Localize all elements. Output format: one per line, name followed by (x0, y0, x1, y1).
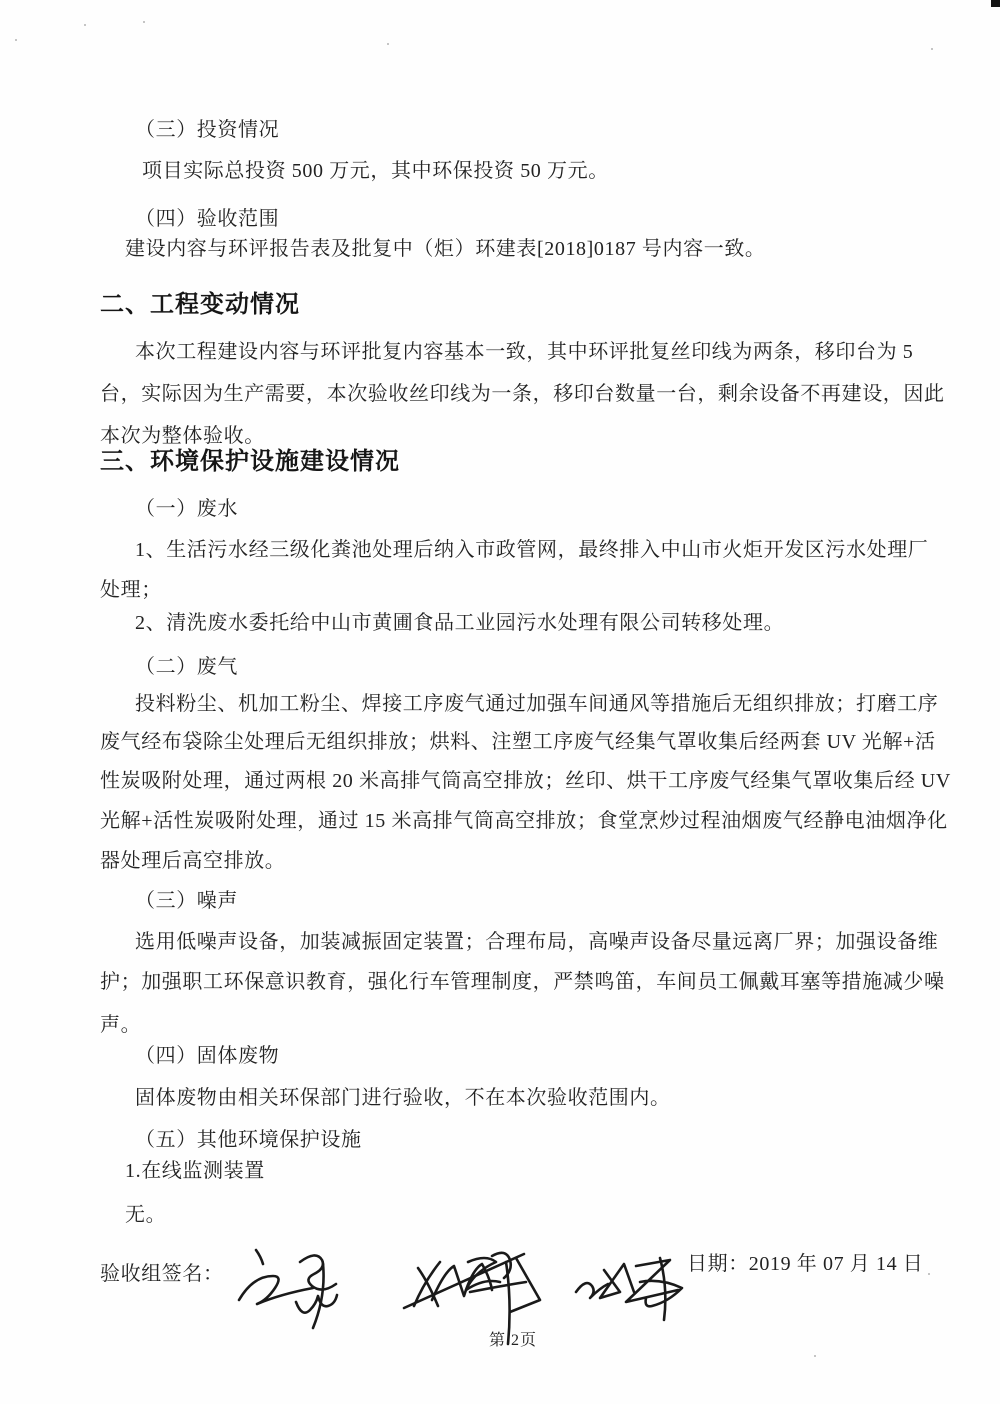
wastewater-line: 1、生活污水经三级化粪池处理后纳入市政管网，最终排入中山市火炬开发区污水处理厂 (135, 539, 929, 561)
date-label: 日期：2019 年 07 月 14 日 (687, 1253, 924, 1275)
scan-speck (143, 21, 145, 23)
section2-heading: 二、工程变动情况 (100, 291, 300, 318)
scan-corner-artifact (991, 0, 1000, 7)
section3-heading: 三、环境保护设施建设情况 (100, 448, 400, 475)
wastewater-line: 2、清洗废水委托给中山市黄圃食品工业园污水处理有限公司转移处理。 (135, 612, 785, 634)
scan-speck (931, 48, 933, 50)
section2-line: 本次为整体验收。 (100, 425, 265, 447)
online-monitoring-item: 1.在线监测装置 (125, 1160, 265, 1182)
noise-line: 声。 (100, 1014, 142, 1036)
gas-heading: （二）废气 (135, 656, 238, 678)
gas-line: 光解+活性炭吸附处理，通过 15 米高排气筒高空排放；食堂烹炒过程油烟废气经静电油烟净化 (100, 810, 948, 832)
scan-speck (387, 43, 389, 45)
noise-line: 护；加强职工环保意识教育，强化行车管理制度，严禁鸣笛，车间员工佩戴耳塞等措施减少噪 (100, 971, 945, 993)
noise-line: 选用低噪声设备，加装减振固定装置；合理布局，高噪声设备尽量远离厂界；加强设备维 (135, 931, 939, 953)
scope-body-line: 建设内容与环评报告表及批复中（炬）环建表[2018]0187 号内容一致。 (125, 238, 766, 260)
wastewater-heading: （一）废水 (135, 498, 238, 520)
scan-speck (15, 39, 17, 41)
investment-section-heading: （三）投资情况 (135, 119, 280, 141)
signature-3 (576, 1258, 682, 1320)
scope-section-heading: （四）验收范围 (135, 208, 280, 230)
online-monitoring-value: 无。 (125, 1204, 167, 1226)
section2-line: 本次工程建设内容与环评批复内容基本一致，其中环评批复丝印线为两条，移印台为 5 (135, 341, 914, 363)
solid-waste-heading: （四）固体废物 (135, 1045, 280, 1067)
scan-speck (814, 1355, 816, 1357)
investment-body-line: 项目实际总投资 500 万元，其中环保投资 50 万元。 (142, 160, 609, 182)
page-number: 第 2页 (489, 1332, 538, 1349)
noise-heading: （三）噪声 (135, 890, 238, 912)
gas-line: 投料粉尘、机加工粉尘、焊接工序废气通过加强车间通风等措施后无组织排放；打磨工序 (135, 693, 939, 715)
scan-speck (928, 1273, 930, 1275)
solid-waste-line: 固体废物由相关环保部门进行验收，不在本次验收范围内。 (135, 1087, 671, 1109)
wastewater-line: 处理； (100, 579, 162, 601)
scan-speck (84, 24, 86, 26)
signature-1 (239, 1250, 337, 1328)
section2-line: 台，实际因为生产需要，本次验收丝印线为一条，移印台数量一台，剩余设备不再建设，因此 (100, 383, 945, 405)
signature-group-label: 验收组签名： (100, 1263, 224, 1285)
gas-line: 性炭吸附处理，通过两根 20 米高排气筒高空排放；丝印、烘干工序废气经集气罩收集后经 UV (100, 770, 951, 792)
other-facilities-heading: （五）其他环境保护设施 (135, 1129, 362, 1151)
gas-line: 废气经布袋除尘处理后无组织排放；烘料、注塑工序废气经集气罩收集后经两套 UV 光解+活 (100, 731, 936, 753)
gas-line: 器处理后高空排放。 (100, 850, 286, 872)
